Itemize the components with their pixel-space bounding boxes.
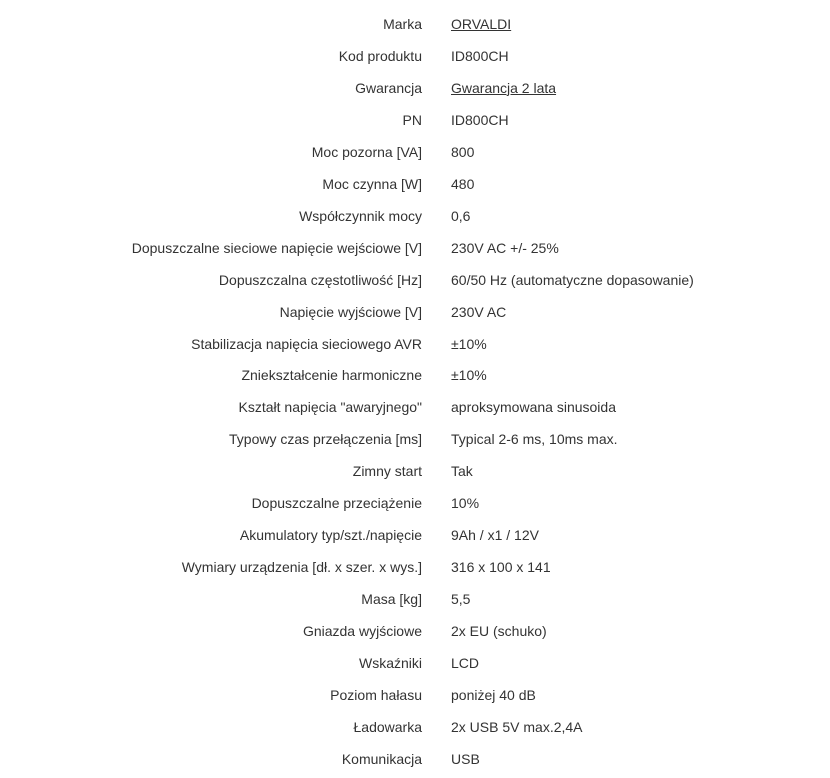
spec-label: Zimny start — [352, 463, 422, 480]
spec-label: Akumulatory typ/szt./napięcie — [239, 527, 422, 544]
spec-row — [0, 136, 830, 168]
spec-value: 2x EU (schuko) — [451, 623, 547, 640]
spec-label: Stabilizacja napięcia sieciowego AVR — [191, 335, 422, 352]
spec-row — [0, 328, 830, 360]
spec-label: Komunikacja — [341, 750, 422, 767]
spec-label: Dopuszczalne przeciążenie — [251, 495, 422, 512]
spec-value — [451, 16, 511, 32]
spec-row — [0, 200, 830, 232]
spec-row — [0, 104, 830, 136]
spec-value: Typical 2-6 ms, 10ms max. — [451, 431, 618, 448]
spec-value: USB — [451, 750, 480, 767]
spec-label: Napięcie wyjściowe [V] — [279, 303, 422, 320]
spec-label: Moc czynna [W] — [322, 175, 422, 192]
spec-row — [0, 296, 830, 328]
spec-row — [0, 391, 830, 423]
spec-value: 480 — [451, 175, 475, 192]
spec-label: Ładowarka — [353, 718, 422, 735]
spec-value: Tak — [451, 463, 473, 480]
spec-value: 800 — [451, 143, 475, 160]
spec-value: 60/50 Hz (automatyczne dopasowanie) — [451, 271, 694, 288]
spec-value: poniżej 40 dB — [451, 686, 536, 703]
spec-label: Zniekształcenie harmoniczne — [241, 367, 422, 384]
spec-label: Moc pozorna [VA] — [311, 143, 422, 160]
spec-label: Poziom hałasu — [330, 686, 422, 703]
spec-label: Dopuszczalna częstotliwość [Hz] — [218, 271, 422, 288]
spec-value — [451, 80, 556, 96]
spec-row — [0, 423, 830, 455]
spec-label: Gniazda wyjściowe — [302, 623, 422, 640]
spec-value: 230V AC +/- 25% — [451, 239, 559, 256]
spec-value: ID800CH — [451, 111, 509, 128]
spec-row — [0, 72, 830, 104]
spec-row — [0, 711, 830, 743]
spec-value: 316 x 100 x 141 — [451, 559, 551, 576]
spec-label: Gwarancja — [355, 79, 422, 96]
spec-value: ±10% — [451, 367, 487, 384]
spec-value: 9Ah / x1 / 12V — [451, 527, 539, 544]
spec-value: 0,6 — [451, 207, 471, 224]
spec-label: Współczynnik mocy — [299, 207, 422, 224]
spec-row — [0, 679, 830, 711]
spec-value: 230V AC — [451, 303, 507, 320]
spec-label: Dopuszczalne sieciowe napięcie wejściowe [V] — [131, 239, 422, 256]
spec-value: ID800CH — [451, 47, 509, 64]
spec-value: 10% — [451, 495, 480, 512]
spec-row — [0, 264, 830, 296]
spec-label: Wymiary urządzenia [dł. x szer. x wys.] — [181, 559, 422, 576]
spec-row — [0, 519, 830, 551]
spec-label: Typowy czas przełączenia [ms] — [229, 431, 422, 448]
spec-label: Kształt napięcia "awaryjnego" — [238, 399, 422, 416]
spec-row — [0, 487, 830, 519]
spec-value: ±10% — [451, 335, 487, 352]
spec-row — [0, 455, 830, 487]
spec-row — [0, 583, 830, 615]
spec-row — [0, 647, 830, 679]
spec-value: 2x USB 5V max.2,4A — [451, 718, 583, 735]
spec-value: LCD — [451, 655, 480, 671]
spec-row — [0, 551, 830, 583]
spec-label: PN — [402, 111, 422, 128]
spec-value: aproksymowana sinusoida — [451, 399, 616, 416]
spec-row — [0, 8, 830, 40]
spec-row — [0, 168, 830, 200]
spec-label: Marka — [383, 16, 422, 32]
spec-row — [0, 232, 830, 264]
spec-row — [0, 743, 830, 775]
spec-label: Wskaźniki — [358, 655, 422, 671]
spec-value: 5,5 — [451, 591, 471, 608]
spec-row — [0, 40, 830, 72]
spec-label: Masa [kg] — [361, 591, 422, 608]
spec-value-link[interactable]: Gwarancja 2 lata — [451, 79, 557, 96]
spec-row — [0, 359, 830, 391]
spec-value-link[interactable]: ORVALDI — [451, 16, 512, 32]
spec-label: Kod produktu — [338, 47, 422, 64]
spec-row — [0, 615, 830, 647]
